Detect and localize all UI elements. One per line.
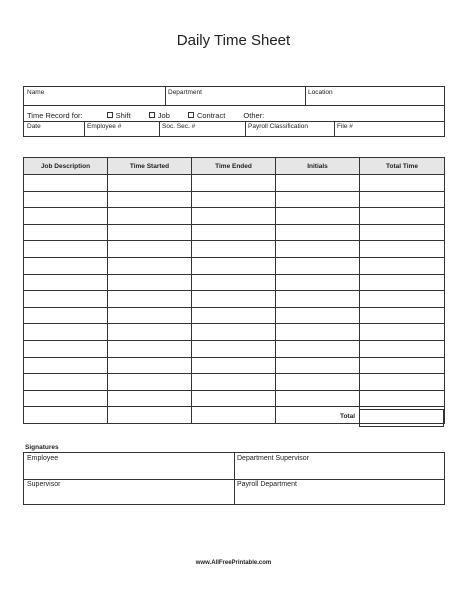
signatures-section <box>23 452 445 505</box>
date-field[interactable] <box>24 121 84 132</box>
table-cell-job-description[interactable] <box>24 307 108 324</box>
page-title: Daily Time Sheet <box>176 32 291 49</box>
table-cell-job-description[interactable] <box>24 291 108 308</box>
other-field[interactable] <box>243 111 264 120</box>
table-cell-job-description[interactable] <box>24 357 108 374</box>
table-cell-total-time[interactable] <box>360 208 445 225</box>
table-cell-job-description[interactable] <box>24 257 108 274</box>
location-label: Location <box>308 89 333 96</box>
table-row <box>24 208 445 225</box>
payroll-department-signature-field[interactable] <box>234 479 444 504</box>
table-cell-total-time[interactable] <box>360 324 445 341</box>
table-cell-initials[interactable] <box>276 324 360 341</box>
time-record-label: Time Record for: <box>27 111 83 120</box>
employee-signature-field[interactable] <box>24 453 234 479</box>
table-row <box>24 324 445 341</box>
employee-signature-label: Employee <box>27 455 59 462</box>
table-cell-time-started[interactable] <box>108 191 192 208</box>
job-checkbox[interactable] <box>149 112 155 118</box>
table-cell-initials[interactable] <box>276 224 360 241</box>
table-cell-time-ended[interactable] <box>192 191 276 208</box>
table-header-row <box>24 158 445 175</box>
table-cell-time-ended[interactable] <box>192 291 276 308</box>
table-cell-job-description[interactable] <box>24 390 108 407</box>
file-number-label: File # <box>337 123 353 130</box>
table-cell-initials[interactable] <box>276 374 360 391</box>
table-row <box>24 340 445 357</box>
table-cell-job-description[interactable] <box>24 407 108 424</box>
table-cell-time-ended[interactable] <box>192 324 276 341</box>
supervisor-signature-field[interactable] <box>24 479 234 504</box>
job-option[interactable]: Job <box>149 111 170 120</box>
table-cell-time-ended[interactable] <box>192 224 276 241</box>
table-cell-job-description[interactable] <box>24 374 108 391</box>
time-record-row <box>27 111 264 120</box>
table-cell-initials[interactable] <box>276 241 360 258</box>
column-header-time-started: Time Started <box>108 158 192 175</box>
table-cell-time-ended[interactable] <box>192 241 276 258</box>
table-cell-initials[interactable] <box>276 291 360 308</box>
table-cell-total-time[interactable] <box>360 307 445 324</box>
table-cell-time-started[interactable] <box>108 374 192 391</box>
table-row <box>24 390 445 407</box>
department-field[interactable] <box>165 87 305 98</box>
table-row <box>24 257 445 274</box>
table-cell-time-ended[interactable] <box>192 374 276 391</box>
table-row <box>24 357 445 374</box>
table-row <box>24 224 445 241</box>
table-cell-job-description[interactable] <box>24 340 108 357</box>
table-cell-initials[interactable] <box>276 307 360 324</box>
file-number-field[interactable] <box>334 121 444 132</box>
table-cell-time-ended[interactable] <box>192 340 276 357</box>
table-cell-total-time[interactable] <box>360 175 445 192</box>
soc-sec-field[interactable] <box>159 121 245 132</box>
footer-website: www.AllFreePrintable.com <box>195 560 272 566</box>
table-cell-time-started[interactable] <box>108 324 192 341</box>
table-row <box>24 274 445 291</box>
department-supervisor-signature-label: Department Supervisor <box>237 455 309 462</box>
payroll-classification-label: Payroll Classification <box>248 123 308 130</box>
table-cell-total-time[interactable] <box>360 340 445 357</box>
department-label: Department <box>168 89 202 96</box>
table-cell-initials[interactable] <box>276 191 360 208</box>
table-cell-total-time[interactable] <box>360 357 445 374</box>
table-cell-initials[interactable] <box>276 274 360 291</box>
shift-option[interactable]: Shift <box>107 111 131 120</box>
shift-checkbox[interactable] <box>107 112 113 118</box>
table-cell-initials[interactable] <box>276 208 360 225</box>
payroll-department-signature-label: Payroll Department <box>237 481 297 488</box>
table-cell-job-description[interactable] <box>24 191 108 208</box>
table-cell-initials[interactable] <box>276 390 360 407</box>
name-field[interactable] <box>24 87 165 98</box>
supervisor-signature-label: Supervisor <box>27 481 61 488</box>
name-label: Name <box>27 89 45 96</box>
table-cell-time-ended[interactable] <box>192 307 276 324</box>
table-cell-total-time[interactable] <box>360 390 445 407</box>
table-cell-initials[interactable] <box>276 357 360 374</box>
table-cell-time-started[interactable] <box>108 340 192 357</box>
soc-sec-label: Soc. Sec. # <box>162 123 196 130</box>
column-header-total-time: Total Time <box>360 158 445 175</box>
table-cell-initials[interactable] <box>276 340 360 357</box>
table-cell-time-ended[interactable] <box>192 208 276 225</box>
table-cell-time-ended[interactable] <box>192 390 276 407</box>
location-field[interactable] <box>305 87 445 98</box>
table-cell-time-started[interactable] <box>108 274 192 291</box>
column-header-initials: Initials <box>276 158 360 175</box>
table-cell-time-ended[interactable] <box>192 257 276 274</box>
payroll-classification-field[interactable] <box>245 121 334 132</box>
table-cell-job-description[interactable] <box>24 274 108 291</box>
table-cell-initials[interactable] <box>276 257 360 274</box>
contract-option[interactable]: Contract <box>188 111 225 120</box>
table-cell-total-time[interactable] <box>360 224 445 241</box>
total-label: Total <box>339 413 355 420</box>
table-cell-time-started[interactable] <box>108 175 192 192</box>
table-row <box>24 291 445 308</box>
table-row <box>24 374 445 391</box>
job-entries-table <box>23 157 445 424</box>
contract-checkbox[interactable] <box>188 112 194 118</box>
table-row <box>24 241 445 258</box>
table-cell-time-ended[interactable] <box>192 357 276 374</box>
table-cell-time-started[interactable] <box>108 390 192 407</box>
table-cell-total-time[interactable] <box>360 291 445 308</box>
employee-number-field[interactable] <box>84 121 159 132</box>
table-cell-time-started[interactable] <box>108 224 192 241</box>
table-cell-job-description[interactable] <box>24 241 108 258</box>
employee-number-label: Employee # <box>87 123 122 130</box>
department-supervisor-signature-field[interactable] <box>234 453 444 479</box>
table-cell-job-description[interactable] <box>24 224 108 241</box>
table-cell-time-started[interactable] <box>108 208 192 225</box>
table-cell-time-ended[interactable] <box>192 407 276 424</box>
table-cell-time-started[interactable] <box>108 407 192 424</box>
table-cell-total-time[interactable] <box>360 257 445 274</box>
table-cell-total-time[interactable] <box>360 241 445 258</box>
table-cell-job-description[interactable] <box>24 324 108 341</box>
table-cell-time-started[interactable] <box>108 241 192 258</box>
table-cell-job-description[interactable] <box>24 175 108 192</box>
table-cell-initials[interactable] <box>276 175 360 192</box>
table-cell-time-started[interactable] <box>108 291 192 308</box>
table-cell-time-started[interactable] <box>108 257 192 274</box>
other-label: Other: <box>243 111 265 120</box>
table-cell-time-ended[interactable] <box>192 274 276 291</box>
table-row <box>24 175 445 192</box>
table-cell-total-time[interactable] <box>360 374 445 391</box>
table-cell-time-ended[interactable] <box>192 175 276 192</box>
column-header-job-description: Job Description <box>24 158 108 175</box>
employee-info-section <box>23 86 445 137</box>
signatures-heading: Signatures <box>25 444 59 451</box>
table-cell-job-description[interactable] <box>24 208 108 225</box>
total-input-box[interactable] <box>359 409 444 427</box>
table-cell-time-started[interactable] <box>108 307 192 324</box>
table-cell-total-time[interactable] <box>360 274 445 291</box>
table-row <box>24 307 445 324</box>
table-cell-time-started[interactable] <box>108 357 192 374</box>
table-cell-total-time[interactable] <box>360 191 445 208</box>
column-header-time-ended: Time Ended <box>192 158 276 175</box>
table-row <box>24 191 445 208</box>
date-label: Date <box>27 123 41 130</box>
